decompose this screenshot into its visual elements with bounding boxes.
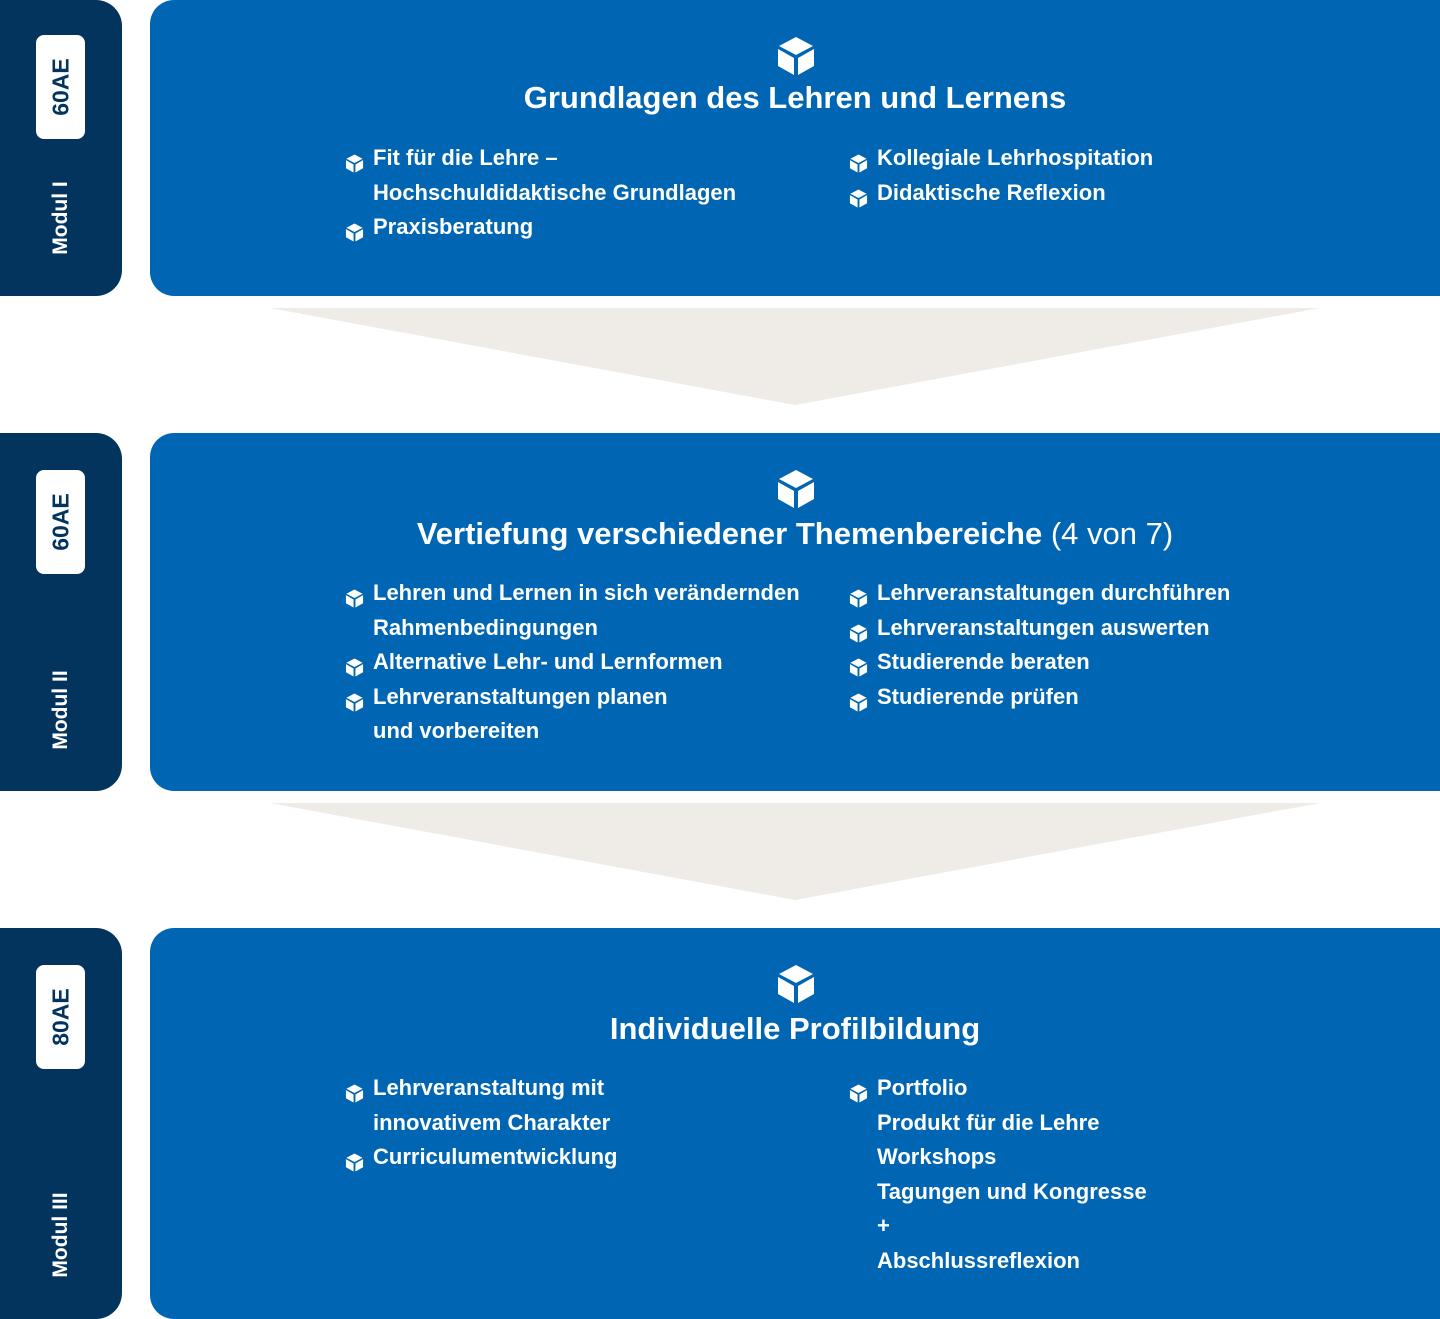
topic-item-line: Alternative Lehr- und Lernformen xyxy=(373,649,723,674)
topic-item-line: Fit für die Lehre – xyxy=(373,145,558,170)
topic-item-line: Studierende beraten xyxy=(877,649,1090,674)
module-sidebar: 80AE Modul III xyxy=(0,928,122,1319)
topic-item-line: und vorbereiten xyxy=(373,718,540,743)
cube-icon xyxy=(776,36,816,81)
topic-item-line: Didaktische Reflexion xyxy=(877,179,1106,205)
topic-item-line: Kollegiale Lehrhospitation xyxy=(877,145,1154,170)
cube-icon xyxy=(849,184,868,219)
flow-arrow-2 xyxy=(270,803,1320,901)
topic-item-line: Workshops xyxy=(877,1144,997,1169)
cube-icon xyxy=(345,218,364,253)
module-sidebar: 60AE Modul II xyxy=(0,433,122,791)
topic-item-line: + xyxy=(877,1213,890,1238)
module-card xyxy=(150,0,1440,296)
topic-item xyxy=(847,141,1153,176)
topic-item-line: Lehrveranstaltungen durchführen xyxy=(877,580,1231,605)
topic-item-line: Lehrveranstaltung mit xyxy=(373,1075,605,1100)
cube-icon xyxy=(345,1079,364,1114)
module-sidebar: 60AE Modul I xyxy=(0,0,122,296)
ae-badge: 60AE xyxy=(36,35,85,139)
module-card xyxy=(150,928,1440,1319)
topic-item-line: Hochschuldidaktische Grundlagen xyxy=(373,179,737,205)
ae-badge: 80AE xyxy=(36,965,85,1069)
topic-item xyxy=(343,141,736,210)
module-title: Vertiefung verschiedener Themenbereiche (4 von 7) xyxy=(416,516,1174,551)
topic-list-left xyxy=(343,141,736,245)
topic-item-line: Curriculumentwicklung xyxy=(373,1144,618,1169)
topic-item xyxy=(343,645,800,680)
ae-badge: 60AE xyxy=(36,470,85,574)
module-card xyxy=(150,433,1440,791)
topic-item-line: Studierende prüfen xyxy=(877,683,1079,709)
cube-icon xyxy=(849,688,868,723)
topic-item-line: Produkt für die Lehre xyxy=(877,1109,1100,1135)
topic-item xyxy=(847,176,1153,211)
module-title: Grundlagen des Lehren und Lernens xyxy=(523,80,1067,115)
topic-item xyxy=(847,1071,1147,1278)
topic-item xyxy=(343,576,800,645)
cube-icon xyxy=(345,1148,364,1183)
topic-item xyxy=(847,645,1230,680)
topic-list-right xyxy=(847,1071,1147,1278)
module-title: Individuelle Profilbildung xyxy=(609,1011,981,1046)
topic-item xyxy=(343,680,800,749)
cube-icon xyxy=(345,584,364,619)
topic-item xyxy=(343,1140,617,1175)
cube-icon xyxy=(345,688,364,723)
topic-item-line: Lehren und Lernen in sich verändernden xyxy=(373,580,800,605)
topic-item xyxy=(343,1071,617,1140)
flow-arrow-1 xyxy=(270,308,1320,406)
topic-item-line: Abschlussreflexion xyxy=(877,1247,1080,1273)
topic-item-line: Rahmenbedingungen xyxy=(373,614,598,640)
topic-list-right xyxy=(847,576,1230,714)
topic-item xyxy=(847,611,1230,646)
topic-item xyxy=(343,210,736,245)
cube-icon xyxy=(345,149,364,184)
cube-icon xyxy=(776,964,816,1009)
topic-item-line: Lehrveranstaltungen planen xyxy=(373,683,668,709)
topic-item xyxy=(847,576,1230,611)
topic-list-left xyxy=(343,1071,617,1175)
topic-item-line: Tagungen und Kongresse xyxy=(877,1178,1147,1204)
cube-icon xyxy=(776,469,816,514)
topic-item xyxy=(847,680,1230,715)
topic-item-line: Portfolio xyxy=(877,1075,968,1100)
topic-item-line: Praxisberatung xyxy=(373,214,534,239)
topic-item-line: Lehrveranstaltungen auswerten xyxy=(877,614,1210,640)
topic-list-right xyxy=(847,141,1153,210)
topic-item-line: innovativem Charakter xyxy=(373,1109,611,1135)
topic-list-left xyxy=(343,576,800,749)
cube-icon xyxy=(849,1079,868,1114)
